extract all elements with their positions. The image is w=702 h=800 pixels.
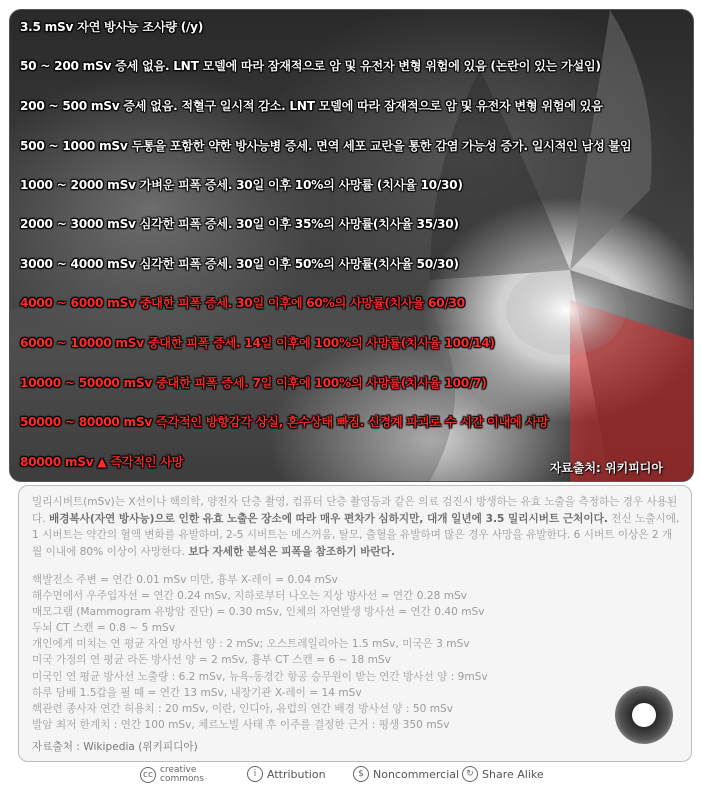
exposure-reference-list [32, 572, 592, 733]
dose-line: 10000 ~ 50000 mSv 중대한 피폭 증세. 7일 이후에 100%의 사망률(치사율 100/7) [20, 376, 487, 390]
list-item: 미국인 연 평균 방사선 노출량 : 6.2 mSv, 뉴욕-동경간 항공 승무원이 받는 연간 방사선 양 : 9mSv [32, 670, 488, 683]
person-icon: i [247, 766, 263, 782]
poster-source-credit: 자료출처: 위키피디아 [549, 461, 663, 475]
dose-line: 500 ~ 1000 mSv 두통을 포함한 약한 방사능병 증세. 면역 세포 교란을 통한 감염 가능성 증가. 일시적인 남성 불임 [20, 139, 632, 153]
description-text: 전신 노출시에, 1 시버트는 약간의 혈액 변화를 유발하며, 2-5 시버트는 메스꺼움, 탈모, 출혈을 유발하며 많은 경우 사망을 유발한다. 6 시버트 이상은 2 개월 이내에 80% 이상이 사망한다. [32, 512, 680, 558]
creative-commons-logo[interactable] [140, 766, 204, 784]
info-panel [18, 485, 692, 762]
list-item: 하루 담배 1.5갑을 필 때 = 연간 13 mSv, 내장기관 X-레이 = 14 mSv [32, 686, 362, 699]
description-text: 밀리시버트(mSv)는 X선이나 핵의학, 양전자 단층 촬영, 컴퓨터 단층 촬영등과 같은 의료 검진시 방생하는 유효 노출을 측정하는 경우 사용된다. [32, 496, 678, 525]
dose-line: 50 ~ 200 mSv 증세 없음. LNT 모델에 따라 잠재적으로 암 및 유전자 변형 위험에 있음 (논란이 있는 가설임) [20, 59, 601, 73]
cc-logo-top: creative [160, 765, 197, 775]
description-emphasis: 배경복사(자연 방사능)으로 인한 유효 노출은 장소에 따라 매우 편차가 심하지만, 대개 일년에 3.5 밀리시버트 근처이다. [48, 512, 608, 525]
radiation-trefoil-graphic [10, 10, 693, 481]
cc-logo-bottom: commons [160, 774, 204, 784]
list-item: 발암 최저 한계치 : 연간 100 mSv, 체르노빌 사태 후 이주를 결정한 근거 : 평생 350 mSv [32, 718, 450, 731]
dose-line: 50000 ~ 80000 mSv 즉각적인 방향감각 상실, 혼수상태 빠짐. 신경계 파괴로 수 시간 이내에 사망 [20, 415, 549, 429]
list-item: 핵관련 종사자 연간 허용치 : 20 mSv, 이란, 인디아, 유럽의 연간 배경 방사선 양 : 50 mSv [32, 702, 454, 715]
dose-line: 3000 ~ 4000 mSv 심각한 피폭 증세. 30일 이후 50%의 사망률(치사율 50/30) [20, 257, 459, 271]
description-emphasis: 보다 자세한 분석은 피폭을 참조하기 바란다. [188, 545, 395, 558]
noncommercial-label: Noncommercial [373, 767, 460, 781]
cc-logo-text [160, 766, 204, 784]
radiation-stamp-icon [615, 686, 673, 744]
list-item: 해수면에서 우주입자선 = 연간 0.24 mSv, 지하로부터 나오는 지상 방사선 = 연간 0.28 mSv [32, 590, 468, 603]
license-sharealike[interactable] [462, 766, 544, 782]
license-noncommercial[interactable] [353, 766, 459, 782]
dose-line: 4000 ~ 6000 mSv 중대한 피폭 증세. 30일 이후에 60%의 사망률(치사율 60/30 [20, 296, 465, 310]
dose-line: 6000 ~ 10000 mSv 중대한 피폭 증세. 14일 이후에 100%의 사망률(치사율 100/14) [20, 336, 495, 350]
dose-line: 80000 mSv ▲ 즉각적인 사망 [20, 455, 184, 469]
license-bar [140, 766, 560, 786]
license-attribution[interactable] [247, 766, 326, 782]
dose-line: 3.5 mSv 자연 방사능 조사량 (/y) [20, 20, 204, 34]
list-item: 두뇌 CT 스캔 = 0.8 ~ 5 mSv [32, 622, 176, 635]
list-item: 미국 가정의 연 평균 라돈 방사선 양 = 2 mSv, 흉부 CT 스캔 = 6 ~ 18 mSv [32, 654, 391, 667]
stamp-center [632, 703, 656, 727]
dose-line: 2000 ~ 3000 mSv 심각한 피폭 증세. 30일 이후 35%의 사망률(치사율 35/30) [20, 217, 459, 231]
share-alike-icon: ↻ [462, 766, 478, 782]
list-item: 핵발전소 주변 = 연간 0.01 mSv 미만, 흉부 X-레이 = 0.04 mSv [32, 574, 338, 586]
dose-line: 200 ~ 500 mSv 증세 없음. 적혈구 일시적 감소. LNT 모델에 따라 잠재적으로 암 및 유전자 변형 위험에 있음 [20, 99, 603, 113]
list-item: 매모그램 (Mammogram 유방암 진단) = 0.30 mSv, 인체의 자연발생 방사선 = 연간 0.40 mSv [32, 606, 485, 619]
info-source-credit: 자료출처 : Wikipedia (위키피디아) [32, 741, 198, 753]
cc-icon: cc [140, 767, 156, 783]
no-dollar-icon: $ [353, 766, 369, 782]
radiation-poster [9, 9, 694, 482]
sharealike-label: Share Alike [482, 767, 544, 781]
list-item: 개인에게 미치는 연 평균 자연 방사선 양 : 2 mSv; 오스트레일리아는 1.5 mSv, 미국은 3 mSv [32, 638, 470, 651]
description-paragraph [32, 494, 680, 560]
attribution-label: Attribution [267, 767, 326, 781]
dose-line: 1000 ~ 2000 mSv 가벼운 피폭 증세. 30일 이후 10%의 사망률 (치사율 10/30) [20, 178, 463, 192]
